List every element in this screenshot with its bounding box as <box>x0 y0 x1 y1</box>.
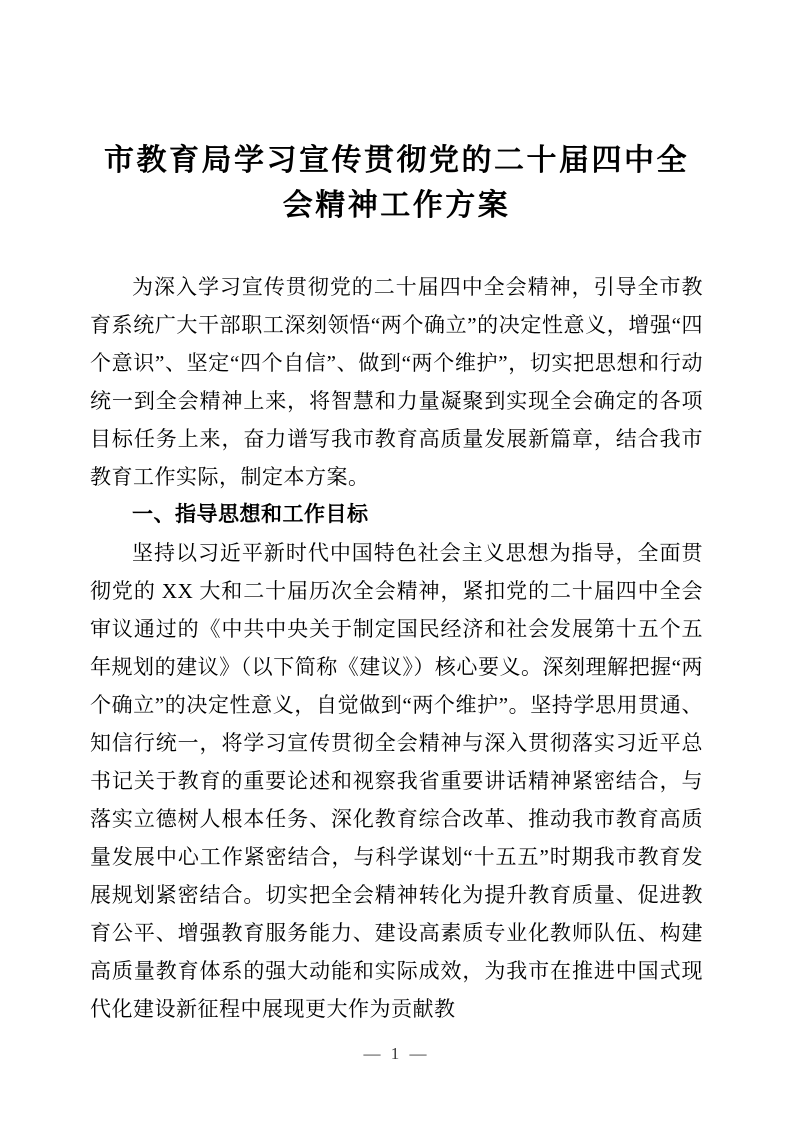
page-number: — 1 — <box>363 1044 430 1063</box>
paragraph-intro: 为深入学习宣传贯彻党的二十届四中全会精神，引导全市教育系统广大干部职工深刻领悟“两个确立”的决定性意义，增强“四个意识”、坚定“四个自信”、做到“两个维护”，切实把思想和行动统一到全会精神上来，将智慧和力量凝聚到实现全会确定的各项目标任务上来，奋力谱写我市教育高质量发展新篇章，结合我市教育工作实际，制定本方案。 <box>90 275 703 489</box>
paragraph-guiding-principles: 坚持以习近平新时代中国特色社会主义思想为指导，全面贯彻党的 XX 大和二十届历次全会精神，紧扣党的二十届四中全会审议通过的《中共中央关于制定国民经济和社会发展第十五个五年规划的建议》（以下简称《建议》）核心要义。深刻理解把握“两个确立”的决定性意义，自觉做到“两个维护”。坚持学思用贯通、知信行统一，将学习宣传贯彻全会精神与深入贯彻落实习近平总书记关于教育的重要论述和视察我省重要讲话精神紧密结合，与落实立德树人根本任务、深化教育综合改革、推动我市教育高质量发展中心工作紧密结合，与科学谋划“十五五”时期我市教育发展规划紧密结合。切实把全会精神转化为提升教育质量、促进教育公平、增强教育服务能力、建设高素质专业化教师队伍、构建高质量教育体系的强大动能和实际成效，为我市在推进中国式现代化建设新征程中展现更大作为贡献教 <box>90 541 703 1021</box>
document-title: 市教育局学习宣传贯彻党的二十届四中全会精神工作方案 <box>104 144 689 222</box>
section-heading-1: 一、指导思想和工作目标 <box>132 503 369 526</box>
